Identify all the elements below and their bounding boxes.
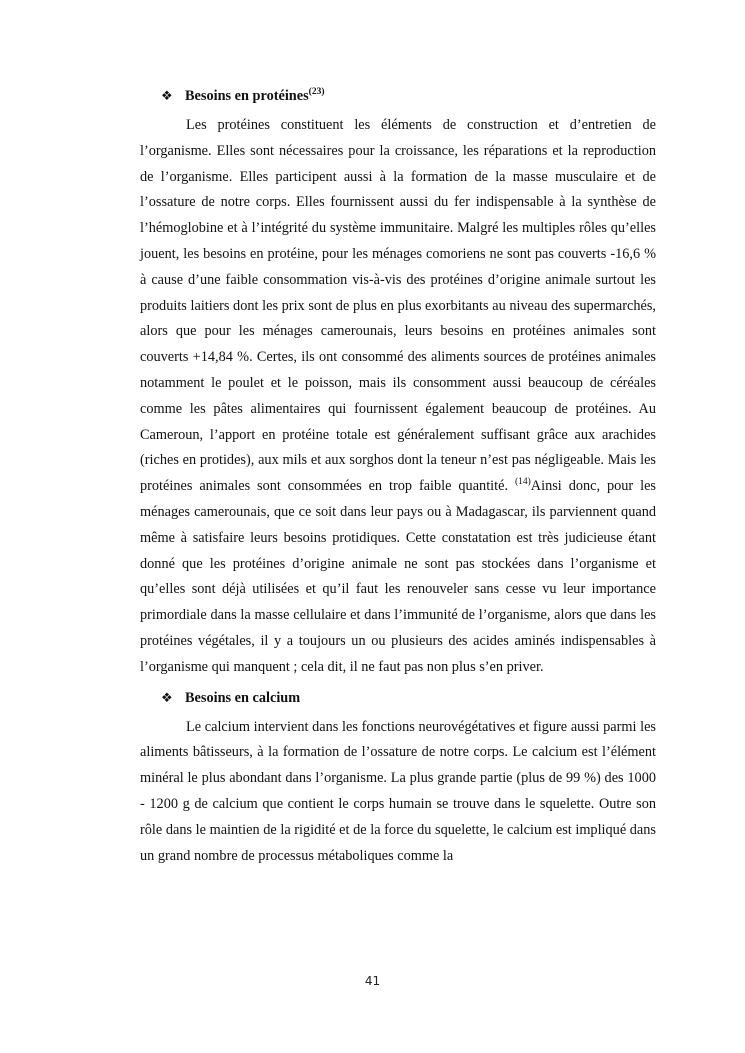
page-content (140, 84, 656, 869)
diamond-bullet-icon: ❖ (161, 88, 173, 103)
paragraph-text-continued: Ainsi donc, pour les ménages camerounais, que ce soit dans leur pays ou à Madagascar, ils parviennent quand même à satisfaire leurs besoins protidiques. Cette constatation est très judicieuse étant donné que les protéines d’origine animale ne sont pas stockées dans l’organisme et qu’elles sont déjà utilisées et qu’il faut les renouveler sans cesse vu leur importance primordiale dans la masse cellulaire et dans l’immunité de l’organisme, alors que dans les protéines végétales, il y a toujours un ou plusieurs des acides aminés indispensables à l’organisme qui manquent ; cela dit, il ne faut pas non plus s’en priver. (140, 478, 656, 675)
heading-reference: (23) (308, 87, 325, 97)
section-heading-calcium (161, 686, 656, 710)
paragraph-calcium: Le calcium intervient dans les fonctions neurovégétatives et figure aussi parmi les aliments bâtisseurs, à la formation de l’ossature de notre corps. Le calcium est l’élément minéral le plus abondant dans l’organisme. La plus grande partie (plus de 99 %) des 1000 - 1200 g de calcium que contient le corps humain se trouve dans le squelette. Outre son rôle dans le maintien de la rigidité et de la force du squelette, le calcium est impliqué dans un grand nombre de processus métaboliques comme la (140, 718, 656, 864)
paragraph-text: Les protéines constituent les éléments de construction et d’entretien de l’organisme. Elles sont nécessaires pour la croissance, les réparations et la reproduction de l’organisme. Elles participent aussi à la formation de la masse musculaire et de l’ossature de notre corps. Elles fournissent aussi du fer indispensable à la synthèse de l’hémoglobine et à l’intégrité du système immunitaire. Malgré les multiples rôles qu’elles jouent, les besoins en protéine, pour les ménages comoriens ne sont pas couverts -16,6 % à cause d’une faible consommation vis-à-vis des protéines d’origine animale surtout les produits laitiers dont les prix sont de plus en plus exorbitants au niveau des supermarchés, alors que pour les ménages camerounais, leurs besoins en protéines animales sont couverts +14,84 %. Certes, ils ont consommé des aliments sources de protéines animales notamment le poulet et le poisson, mais ils consomment aussi beaucoup de céréales comme les pâtes alimentaires qui fournissent également beaucoup de protéines. Au Cameroun, l’apport en protéine totale est généralement suffisant grâce aux arachides (riches en protides), aux mils et aux sorghos dont la teneur n’est pas négligeable. Mais les protéines animales sont consommées en trop faible quantité. (140, 117, 656, 495)
paragraph-proteins (140, 113, 656, 681)
page-number: 41 (364, 974, 381, 988)
heading-text: Besoins en protéines (185, 88, 309, 104)
section-heading-proteins (161, 84, 656, 108)
inline-reference: (14) (514, 477, 531, 488)
heading-text: Besoins en calcium (185, 689, 301, 706)
diamond-bullet-icon: ❖ (161, 689, 173, 705)
